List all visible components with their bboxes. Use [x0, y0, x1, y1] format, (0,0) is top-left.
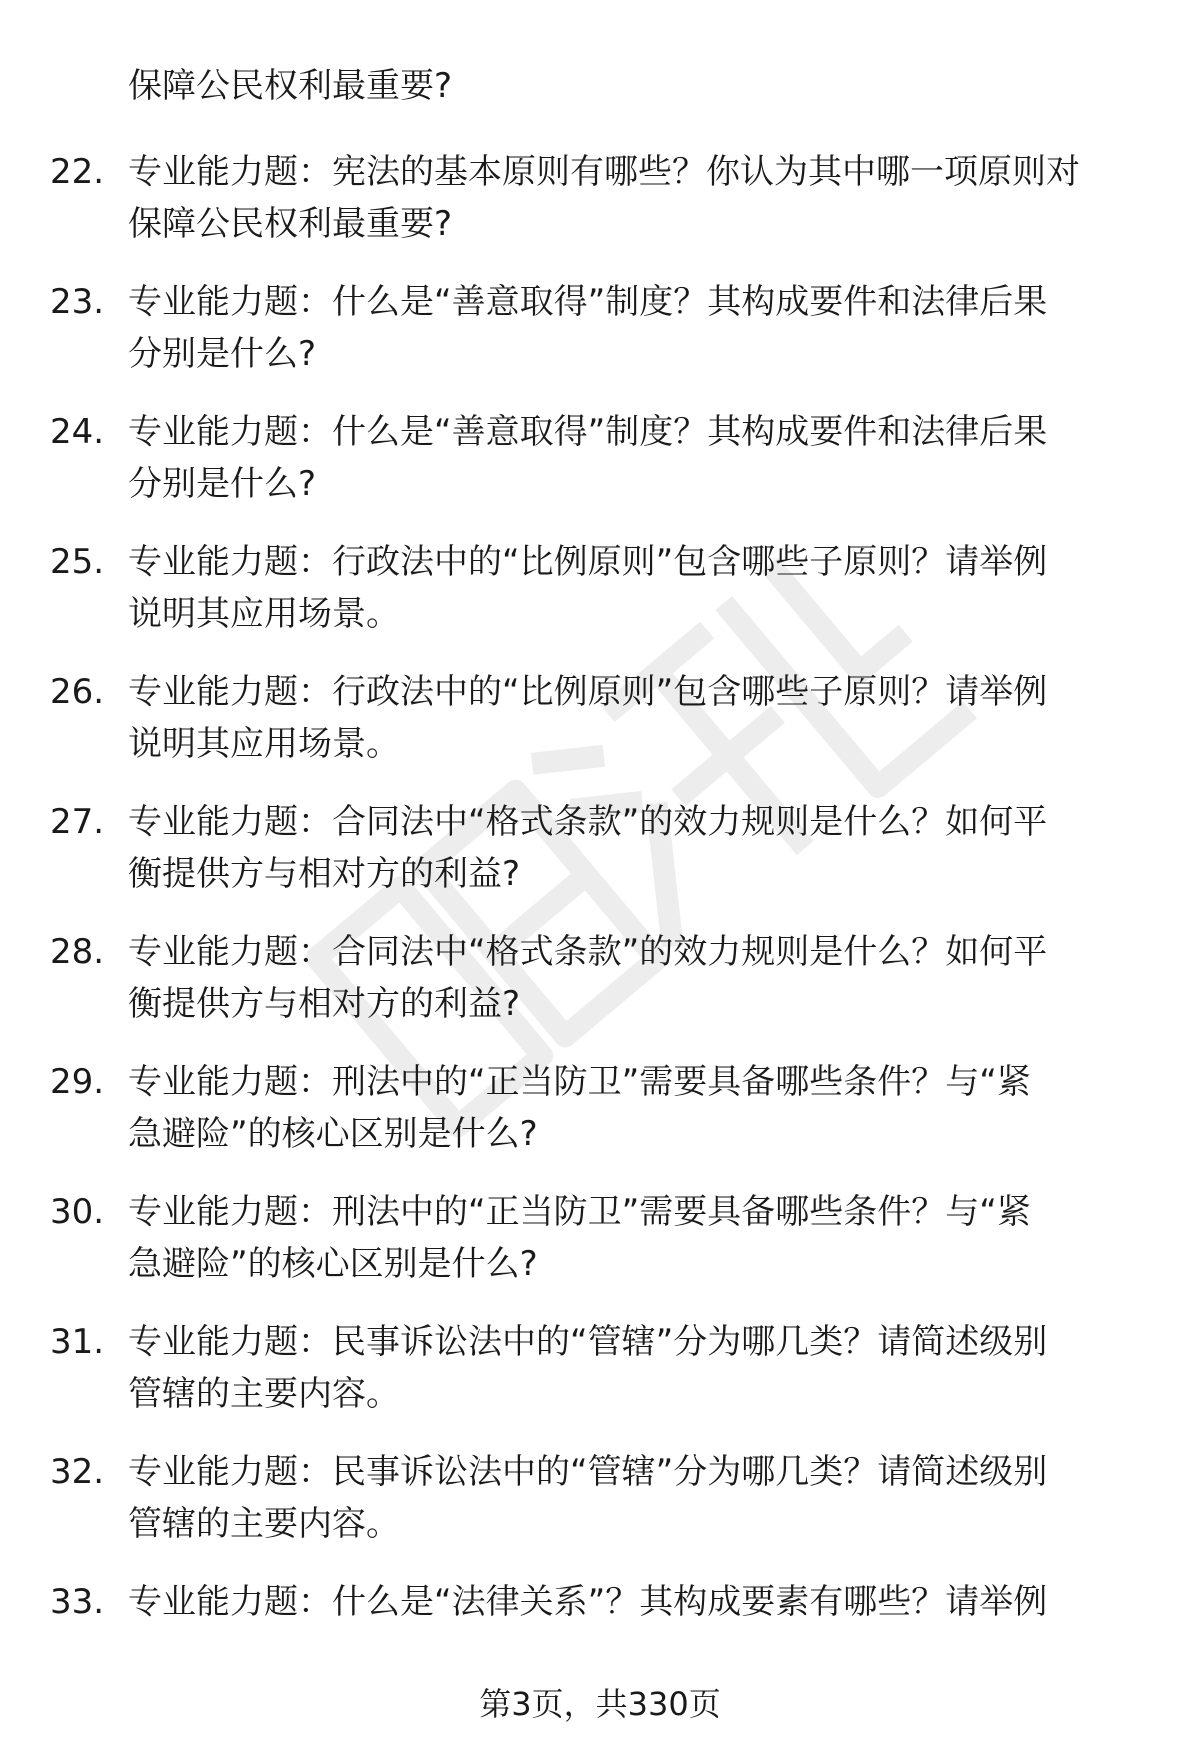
- question-item: [0, 276, 1200, 406]
- question-item: [0, 796, 1200, 926]
- question-item: [0, 1446, 1200, 1576]
- question-item: [0, 406, 1200, 536]
- question-item: [0, 146, 1200, 276]
- question-text: [128, 276, 1138, 380]
- question-line-2: 衡提供方与相对方的利益?: [128, 984, 521, 1024]
- question-line-2: 急避险”的核心区别是什么?: [128, 1114, 538, 1154]
- question-line-1: 专业能力题：民事诉讼法中的“管辖”分为哪几类？请简述级别: [128, 1322, 1048, 1362]
- question-line-1: 专业能力题：什么是“法律关系”？其构成要素有哪些？请举例: [128, 1582, 1048, 1622]
- question-text: [128, 926, 1138, 1030]
- question-list: [0, 146, 1200, 1706]
- question-line-1: 专业能力题：刑法中的“正当防卫”需要具备哪些条件？与“紧: [128, 1062, 1031, 1102]
- question-text: [128, 1576, 1138, 1628]
- question-number: 29.: [50, 1062, 105, 1102]
- question-item: [0, 926, 1200, 1056]
- question-text: [128, 796, 1138, 900]
- question-number: 32.: [50, 1452, 105, 1492]
- question-item: [0, 536, 1200, 666]
- question-line-1: 专业能力题：什么是“善意取得”制度？其构成要件和法律后果: [128, 282, 1048, 322]
- question-number: 31.: [50, 1322, 105, 1362]
- question-item: [0, 1316, 1200, 1446]
- question-line-2: 分别是什么?: [128, 334, 317, 374]
- question-line-2: 管辖的主要内容。: [128, 1374, 400, 1414]
- question-line-2: 管辖的主要内容。: [128, 1504, 400, 1544]
- question-number: 22.: [50, 152, 105, 192]
- question-text: [128, 1056, 1138, 1160]
- question-text: [128, 146, 1138, 250]
- question-number: 25.: [50, 542, 105, 582]
- question-text: [128, 406, 1138, 510]
- question-line-2: 保障公民权利最重要?: [128, 204, 453, 244]
- question-item: [0, 666, 1200, 796]
- question-number: 28.: [50, 932, 105, 972]
- question-item: [0, 1056, 1200, 1186]
- question-line-1: 专业能力题：民事诉讼法中的“管辖”分为哪几类？请简述级别: [128, 1452, 1048, 1492]
- question-number: 23.: [50, 282, 105, 322]
- question-line-1: 专业能力题：行政法中的“比例原则”包含哪些子原则？请举例: [128, 542, 1048, 582]
- question-text: [128, 536, 1138, 640]
- question-line-1: 专业能力题：合同法中“格式条款”的效力规则是什么？如何平: [128, 932, 1048, 972]
- continuation-line: 保障公民权利最重要?: [128, 66, 453, 106]
- question-line-2: 衡提供方与相对方的利益?: [128, 854, 521, 894]
- question-number: 24.: [50, 412, 105, 452]
- question-line-1: 专业能力题：刑法中的“正当防卫”需要具备哪些条件？与“紧: [128, 1192, 1031, 1232]
- question-text: [128, 1316, 1138, 1420]
- question-line-2: 说明其应用场景。: [128, 594, 400, 634]
- question-item: [0, 1186, 1200, 1316]
- question-line-2: 分别是什么?: [128, 464, 317, 504]
- question-number: 33.: [50, 1582, 105, 1622]
- question-number: 30.: [50, 1192, 105, 1232]
- question-line-2: 说明其应用场景。: [128, 724, 400, 764]
- question-line-1: 专业能力题：宪法的基本原则有哪些？你认为其中哪一项原则对: [128, 152, 1080, 192]
- question-text: [128, 666, 1138, 770]
- question-text: [128, 1186, 1138, 1290]
- question-text: [128, 1446, 1138, 1550]
- question-line-1: 专业能力题：行政法中的“比例原则”包含哪些子原则？请举例: [128, 672, 1048, 712]
- question-line-2: 急避险”的核心区别是什么?: [128, 1244, 538, 1284]
- page-footer: 第3页，共330页: [479, 1685, 721, 1723]
- question-number: 27.: [50, 802, 105, 842]
- question-line-1: 专业能力题：什么是“善意取得”制度？其构成要件和法律后果: [128, 412, 1048, 452]
- question-number: 26.: [50, 672, 105, 712]
- question-line-1: 专业能力题：合同法中“格式条款”的效力规则是什么？如何平: [128, 802, 1048, 842]
